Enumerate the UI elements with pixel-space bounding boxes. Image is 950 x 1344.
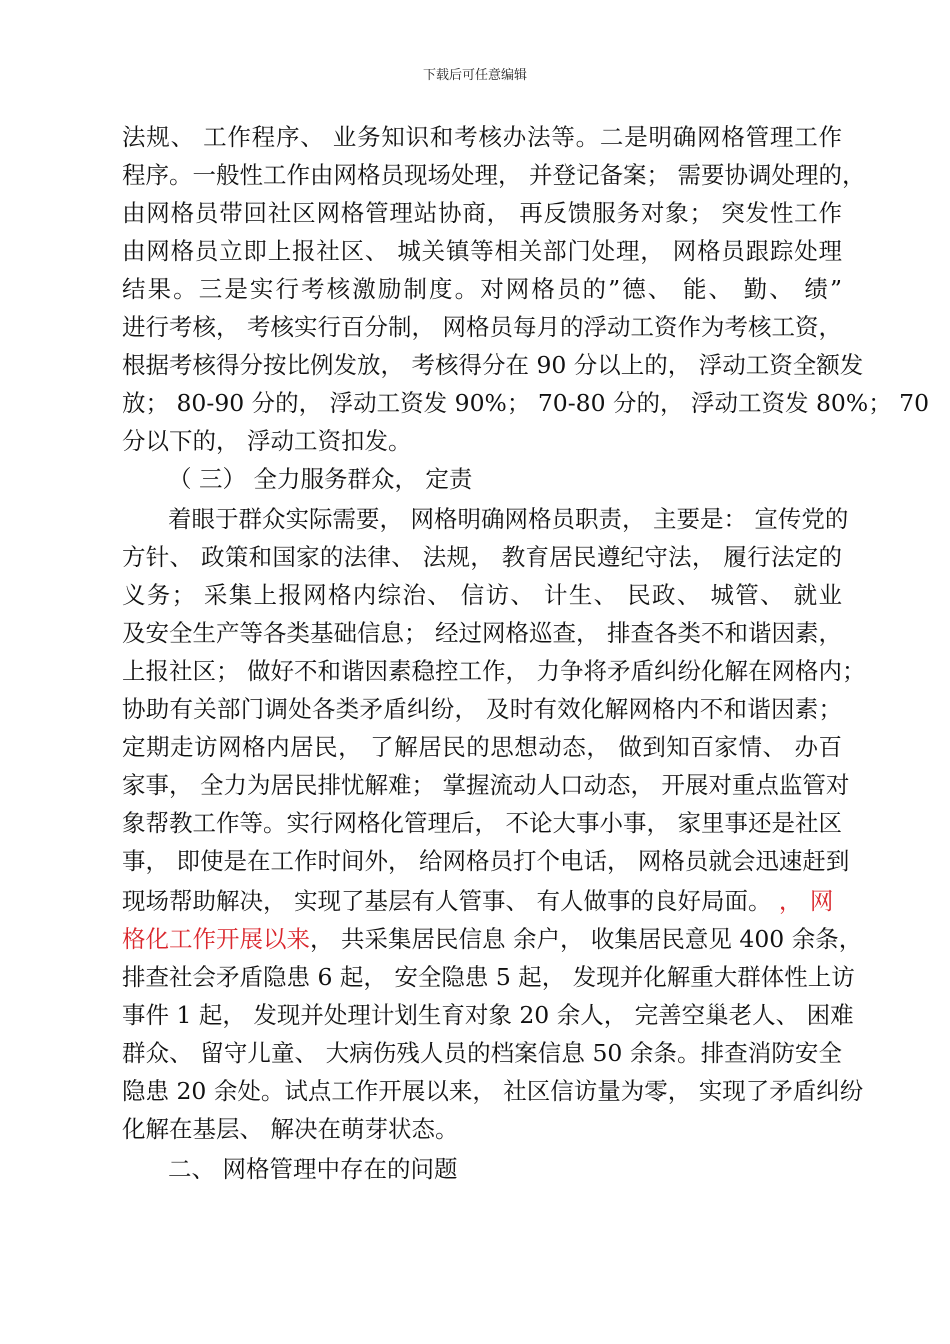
text-line: 由网格员带回社区网格管理站协商， 再反馈服务对象； 突发性工作: [122, 199, 842, 227]
text-line: 程序。一般性工作由网格员现场处理， 并登记备案； 需要协调处理的，: [122, 161, 866, 189]
text-line: 进行考核， 考核实行百分制， 网格员每月的浮动工资作为考核工资，: [122, 313, 842, 341]
text-line: 及安全生产等各类基础信息； 经过网格巡查， 排查各类不和谐因素，: [122, 619, 842, 647]
text-line: 化解在基层、 解决在萌芽状态。: [122, 1115, 459, 1143]
highlighted-text: ， 网: [771, 887, 834, 915]
text-line: 义务； 采集上报网格内综治、 信访、 计生、 民政、 城管、 就业: [122, 581, 842, 609]
text-line: 由网格员立即上报社区、 城关镇等相关部门处理， 网格员跟踪处理: [122, 237, 842, 265]
text-line: 排查社会矛盾隐患 6 起， 安全隐患 5 起， 发现并化解重大群体性上访: [122, 963, 855, 991]
text-line: 协助有关部门调处各类矛盾纠纷， 及时有效化解网格内不和谐因素；: [122, 695, 842, 723]
text-line: 着眼于群众实际需要， 网格明确网格员职责， 主要是： 宣传党的: [168, 505, 849, 533]
text-line: 家事， 全力为居民排忧解难； 掌握流动人口动态， 开展对重点监管对: [122, 771, 850, 799]
page-header: 下载后可任意编辑: [422, 68, 527, 83]
section-heading: （ 三） 全力服务群众， 定责: [168, 465, 473, 493]
text-line: 上报社区； 做好不和谐因素稳控工作， 力争将矛盾纠纷化解在网格内；: [122, 657, 866, 685]
text-line: [122, 922, 863, 956]
text-line: 事件 1 起， 发现并处理计划生育对象 20 余人， 完善空巢老人、 困难: [122, 1001, 854, 1029]
text-line: 定期走访网格内居民， 了解居民的思想动态， 做到知百家情、 办百: [122, 733, 842, 761]
text-line: 象帮教工作等。实行网格化管理后， 不论大事小事， 家里事还是社区: [122, 809, 842, 837]
text-segment: ， 共采集居民信息 余户， 收集居民意见 400 余条，: [310, 925, 863, 953]
text-line: 结果。三是实行考核激励制度。对网格员的”德、 能、 勤、 绩”: [122, 275, 842, 303]
text-line: 群众、 留守儿童、 大病伤残人员的档案信息 50 余条。排查消防安全: [122, 1039, 842, 1067]
text-line: [122, 884, 842, 918]
text-line: 方针、 政策和国家的法律、 法规， 教育居民遵纪守法， 履行法定的: [122, 543, 842, 571]
text-line: 放； 80-90 分的， 浮动工资发 90%； 70-80 分的， 浮动工资发 80%； 70: [122, 389, 930, 417]
text-line: 事， 即使是在工作时间外， 给网格员打个电话， 网格员就会迅速赶到: [122, 847, 850, 875]
text-segment: 现场帮助解决， 实现了基层有人管事、 有人做事的良好局面。: [122, 887, 772, 915]
text-line: 分以下的， 浮动工资扣发。: [122, 427, 412, 455]
highlighted-text: 格化工作开展以来: [122, 925, 310, 953]
section-heading: 二、 网格管理中存在的问题: [168, 1155, 458, 1183]
text-line: 法规、 工作程序、 业务知识和考核办法等。二是明确网格管理工作: [122, 123, 842, 151]
text-line: 隐患 20 余处。试点工作开展以来， 社区信访量为零， 实现了矛盾纠纷: [122, 1077, 864, 1105]
text-line: 根据考核得分按比例发放， 考核得分在 90 分以上的， 浮动工资全额发: [122, 351, 864, 379]
